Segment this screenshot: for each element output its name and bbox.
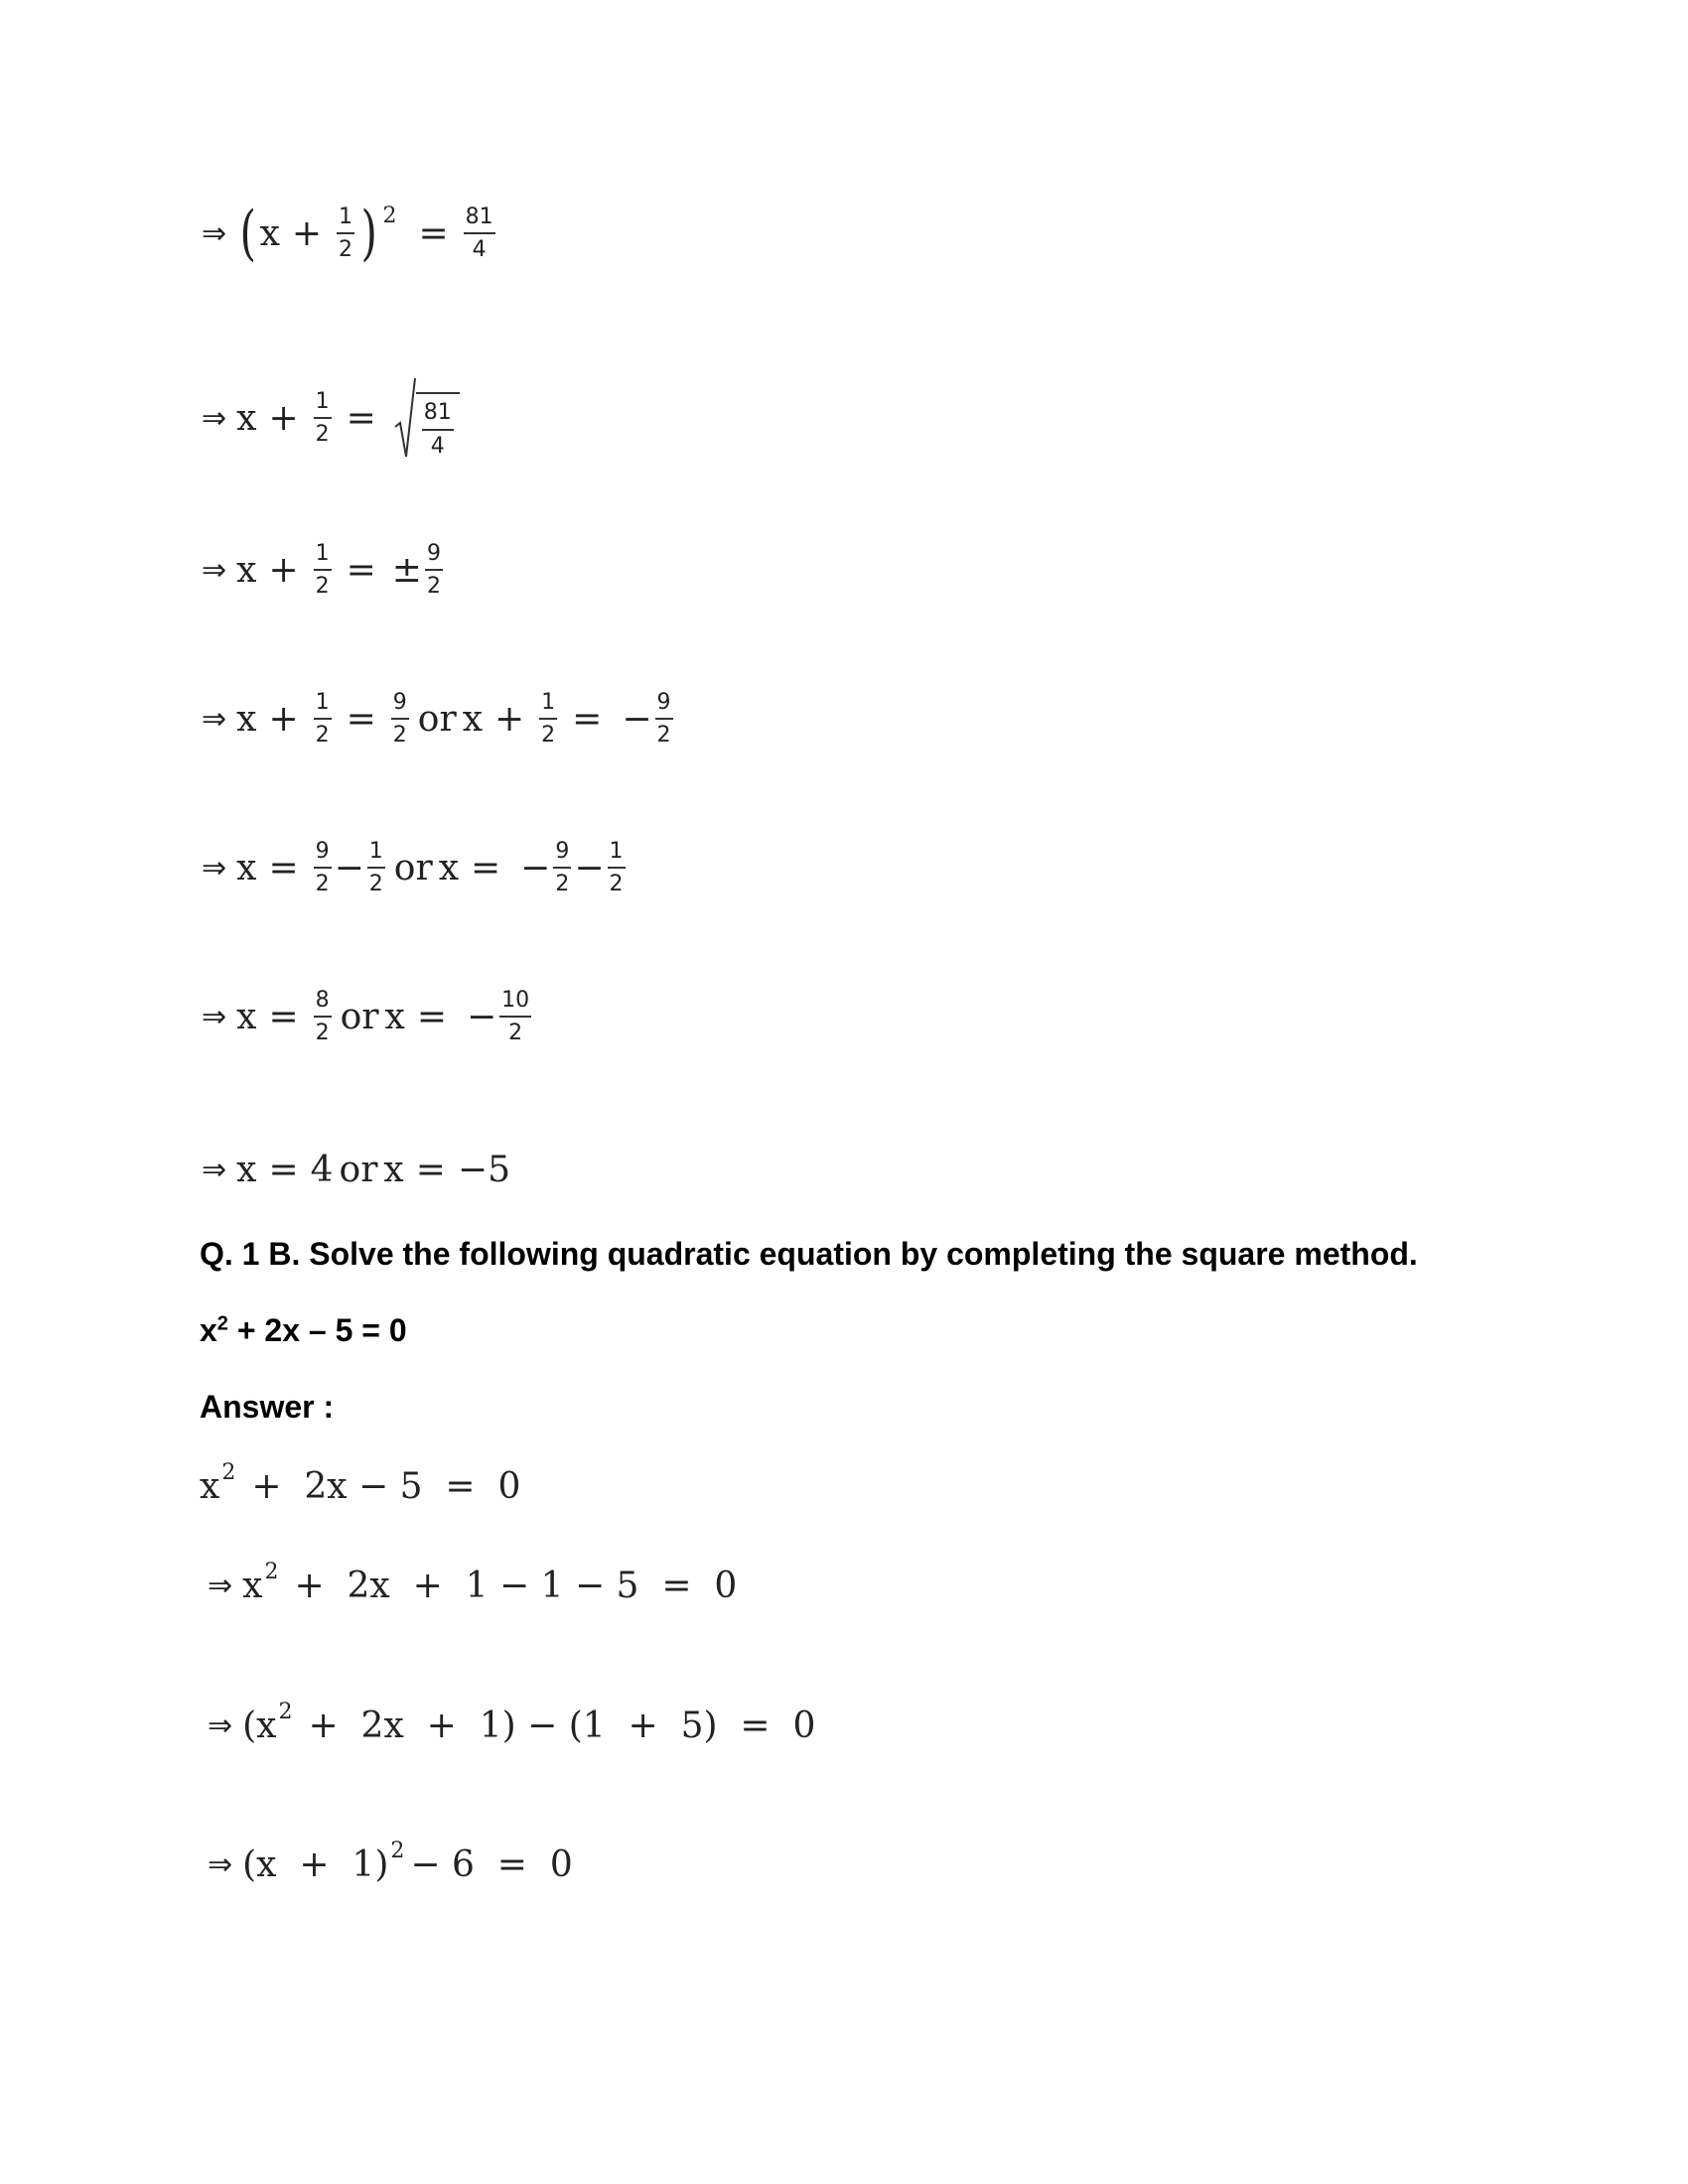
left-paren: (: [239, 199, 257, 268]
plus-sign: +: [494, 698, 525, 740]
variable-x: x: [236, 397, 257, 439]
numerator: 1: [367, 839, 385, 869]
implies-arrow: ⇒: [202, 1153, 227, 1187]
equals-sign: =: [268, 996, 299, 1037]
variable-x: x: [200, 1466, 220, 1507]
fraction: [314, 988, 332, 1046]
denominator: 2: [339, 237, 353, 262]
equals-sign: =: [346, 397, 376, 439]
equation-base: x: [200, 1312, 217, 1348]
radical-icon: [394, 377, 416, 459]
equation-exponent: 2: [216, 1312, 228, 1335]
fraction: [314, 690, 332, 749]
step-4: [202, 690, 676, 749]
denominator: 2: [368, 872, 383, 897]
step-6: [202, 988, 534, 1046]
implies-arrow: ⇒: [202, 400, 227, 436]
fraction: [425, 541, 443, 600]
denominator: 2: [315, 1021, 330, 1046]
question-equation: [200, 1312, 407, 1349]
denominator: 2: [508, 1021, 523, 1046]
equals-sign: =: [418, 212, 449, 254]
denominator: 4: [472, 237, 487, 262]
numerator: 9: [655, 690, 673, 720]
exponent: 2: [221, 1460, 236, 1485]
numerator: 1: [314, 690, 332, 720]
equals-sign: =: [416, 996, 447, 1037]
variable-x: x: [383, 1150, 404, 1190]
fraction: [314, 389, 332, 448]
exponent: 2: [382, 203, 397, 228]
variable-x: x: [462, 698, 483, 740]
minus-sign: −: [334, 847, 364, 888]
exponent: 2: [278, 1700, 293, 1724]
answer-step-0: [200, 1460, 521, 1507]
denominator: 2: [656, 723, 671, 749]
answer-step-3: [208, 1839, 573, 1885]
exponent: 2: [264, 1560, 279, 1584]
fraction: [391, 690, 409, 749]
numerator: 1: [337, 205, 354, 234]
minus-sign: −: [622, 698, 652, 740]
denominator: 2: [315, 872, 330, 897]
answer-step-1: [208, 1560, 738, 1606]
right-paren: ): [360, 199, 377, 268]
minus-sign: −: [574, 847, 605, 888]
fraction: [337, 205, 354, 263]
exponent: 2: [390, 1839, 405, 1863]
answer-label: Answer :: [200, 1389, 335, 1425]
step-5: [202, 839, 629, 897]
numerator: 1: [314, 389, 332, 419]
variable-x: x: [236, 1150, 257, 1190]
question-title: Q. 1 B. Solve the following quadratic equation by completing the square method.: [200, 1236, 1418, 1272]
equals-sign: =: [471, 847, 501, 888]
plus-sign: +: [268, 698, 299, 740]
equation-pre: (x: [242, 1706, 277, 1746]
numerator: 81: [422, 400, 454, 430]
minus-sign: −: [520, 847, 551, 888]
denominator: 2: [315, 723, 330, 749]
fraction: [314, 839, 332, 897]
denominator: 2: [541, 723, 556, 749]
equals-sign: =: [268, 847, 299, 888]
equation-rest: + 2x + 1 − 1 − 5 = 0: [294, 1566, 738, 1606]
value: 4: [310, 1150, 334, 1190]
equation-rest: − 6 = 0: [410, 1844, 573, 1885]
fraction: [655, 690, 673, 749]
numerator: 9: [391, 690, 409, 720]
or-word: or: [417, 698, 457, 740]
equation-pre: (x + 1): [242, 1844, 389, 1885]
or-word: or: [340, 996, 379, 1037]
plus-sign: +: [291, 212, 323, 254]
numerator: 81: [464, 205, 495, 234]
implies-arrow: ⇒: [208, 1569, 233, 1603]
implies-arrow: ⇒: [202, 850, 227, 886]
value: −5: [457, 1150, 510, 1190]
fraction: [367, 839, 385, 897]
equation-rest: + 2x + 1) − (1 + 5) = 0: [308, 1706, 816, 1746]
step-1: [202, 199, 498, 268]
plus-sign: +: [268, 397, 299, 439]
plus-sign: +: [268, 549, 299, 591]
implies-arrow: ⇒: [202, 999, 227, 1034]
numerator: 9: [553, 839, 571, 869]
denominator: 2: [609, 872, 624, 897]
variable-x: x: [242, 1566, 263, 1606]
or-word: or: [339, 1150, 378, 1190]
fraction: [539, 690, 557, 749]
step-3: [202, 541, 446, 600]
variable-x: x: [384, 996, 405, 1037]
square-root: [394, 377, 460, 459]
numerator: 9: [425, 541, 443, 571]
numerator: 1: [608, 839, 626, 869]
variable-x: x: [236, 847, 257, 888]
implies-arrow: ⇒: [208, 1847, 233, 1882]
denominator: 2: [555, 872, 570, 897]
numerator: 1: [314, 541, 332, 571]
step-2: [202, 377, 460, 459]
implies-arrow: ⇒: [208, 1708, 233, 1743]
equation-rest: + 2x – 5 = 0: [227, 1312, 407, 1348]
variable-x: x: [259, 212, 280, 254]
denominator: 2: [315, 574, 330, 600]
implies-arrow: ⇒: [202, 552, 227, 588]
numerator: 9: [314, 839, 332, 869]
step-7: [202, 1150, 510, 1190]
or-word: or: [393, 847, 433, 888]
equals-sign: =: [346, 698, 376, 740]
denominator: 2: [392, 723, 407, 749]
answer-step-2: [208, 1700, 816, 1746]
variable-x: x: [438, 847, 459, 888]
variable-x: x: [236, 549, 257, 591]
equals-sign: =: [268, 1150, 299, 1190]
numerator: 1: [539, 690, 557, 720]
fraction: [464, 205, 495, 263]
numerator: 10: [499, 988, 531, 1018]
equals-sign: =: [415, 1150, 446, 1190]
equals-sign: =: [346, 549, 376, 591]
plus-minus-sign: ±: [391, 549, 422, 591]
numerator: 8: [314, 988, 332, 1018]
implies-arrow: ⇒: [202, 215, 227, 251]
minus-sign: −: [467, 996, 497, 1037]
denominator: 2: [315, 422, 330, 447]
fraction: [416, 392, 460, 459]
denominator: 4: [430, 433, 445, 459]
fraction: [314, 541, 332, 600]
fraction: [608, 839, 626, 897]
denominator: 2: [426, 574, 441, 600]
variable-x: x: [236, 698, 257, 740]
variable-x: x: [236, 996, 257, 1037]
implies-arrow: ⇒: [202, 701, 227, 737]
fraction: [499, 988, 531, 1046]
equals-sign: =: [572, 698, 603, 740]
equation-rest: + 2x − 5 = 0: [251, 1466, 521, 1507]
fraction: [553, 839, 571, 897]
